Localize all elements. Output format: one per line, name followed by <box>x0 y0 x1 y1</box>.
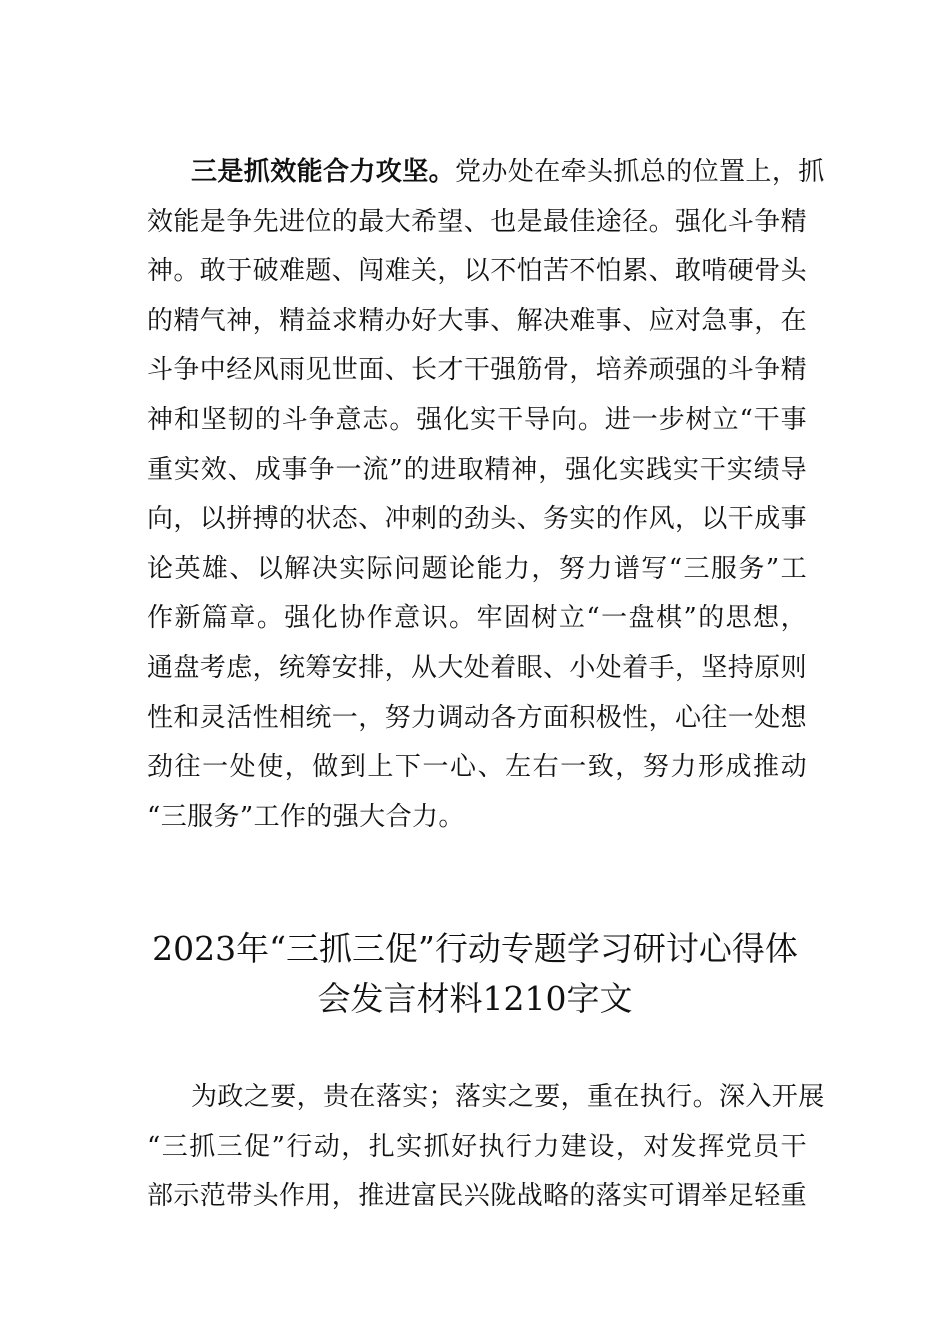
paragraph-line: 作新篇章。强化协作意识。牢固树立“一盘棋”的思想， <box>147 603 807 634</box>
article-title <box>100 924 850 1024</box>
paragraph-line: 神。敢于破难题、闯难关，以不怕苦不怕累、敢啃硬骨头 <box>147 256 808 287</box>
paragraph-lead-heading: 三是抓效能合力攻坚。 <box>191 157 456 187</box>
article-title-line: 会发言材料1210字文 <box>317 979 633 1018</box>
article-title-line: 2023年“三抓三促”行动专题学习研讨心得体 <box>152 929 798 968</box>
paragraph-line: 重实效、成事争一流”的进取精神，强化实践实干实绩导 <box>147 454 807 485</box>
paragraph-efficiency <box>147 148 825 842</box>
paragraph-line-text: 党办处在牵头抓总的位置上，抓 <box>455 157 825 187</box>
paragraph-line: 性和灵活性相统一，努力调动各方面积极性，心往一处想 <box>147 702 808 733</box>
paragraph-line: “三抓三促”行动，扎实抓好执行力建设，对发挥党员干 <box>147 1131 807 1162</box>
paragraph-line <box>147 148 825 198</box>
paragraph-line: 论英雄、以解决实际问题论能力，努力谱写“三服务”工 <box>147 553 807 584</box>
paragraph-line: 向，以拼搏的状态、冲刺的劲头、务实的作风，以干成事 <box>147 504 808 535</box>
paragraph-line: 神和坚韧的斗争意志。强化实干导向。进一步树立“干事 <box>147 404 807 435</box>
paragraph-line: 斗争中经风雨见世面、长才干强筋骨，培养顽强的斗争精 <box>147 355 808 386</box>
paragraph-line: 部示范带头作用，推进富民兴陇战略的落实可谓举足轻重 <box>147 1181 808 1212</box>
paragraph-line: 效能是争先进位的最大希望、也是最佳途径。强化斗争精 <box>147 206 808 237</box>
paragraph-intro <box>147 1073 825 1222</box>
paragraph-line: 的精气神，精益求精办好大事、解决难事、应对急事，在 <box>147 305 808 336</box>
paragraph-line: 通盘考虑，统筹安排，从大处着眼、小处着手，坚持原则 <box>147 652 808 683</box>
paragraph-line: 劲往一处使，做到上下一心、左右一致，努力形成推动 <box>147 752 807 783</box>
paragraph-line: “三服务”工作的强大合力。 <box>147 801 465 832</box>
paragraph-line: 为政之要，贵在落实；落实之要，重在执行。深入开展 <box>191 1082 825 1112</box>
